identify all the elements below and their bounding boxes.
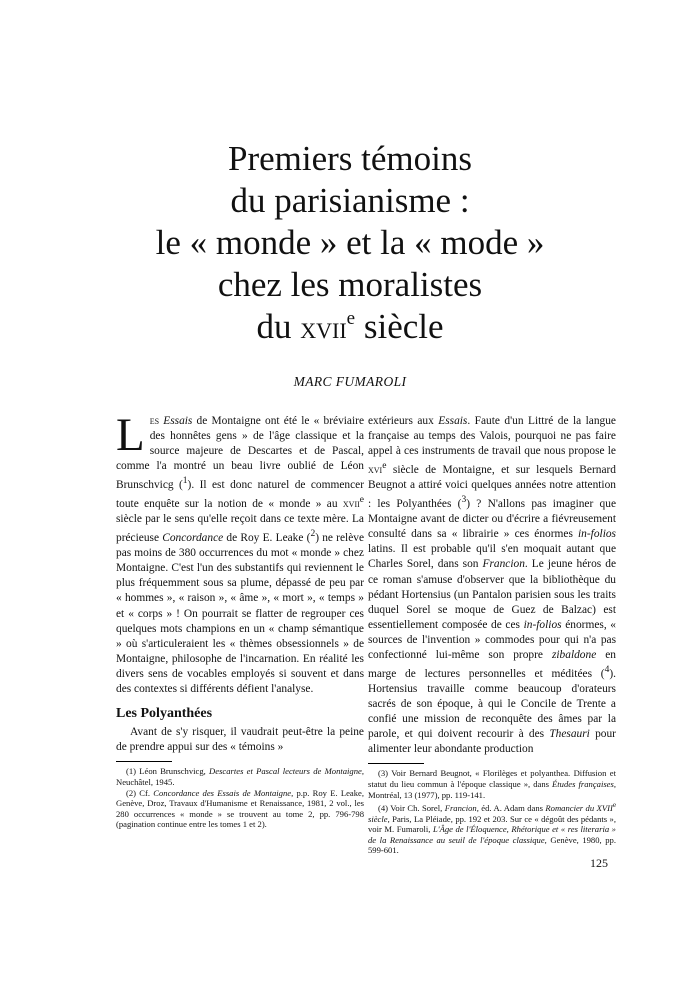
title-line-5: du xvii$^e$ siècle — [256, 307, 444, 346]
page-number: 125 — [590, 856, 608, 870]
article-title — [60, 138, 640, 348]
century-numeral: xvii — [300, 309, 347, 345]
title-line-1: Premiers témoins — [228, 139, 472, 178]
left-column — [116, 409, 365, 830]
section-heading: Les Polyanthées — [116, 706, 213, 722]
footnote-divider — [368, 763, 424, 764]
title-line-4: chez les moralistes — [217, 265, 483, 304]
drop-cap: L — [116, 409, 145, 461]
title-line-2: du parisianisme : — [230, 181, 470, 220]
body-paragraph: Les Essais de Montaigne ont été le « bréviaire des honnêtes gens » de l'âge classique et la source majeure de Descartes et de Pascal, comme l'a montré un beau livre oublié de Léon Brunschvicg ($^1$). Il est donc naturel de commencer toute enquête sur la notion de « monde » au xvii$^e$ siècle par le sens qu'elle reçoit dans ce texte mère. La précieuse Concordance de Roy E. Leake ($^2$) ne relève pas moins de 380 occurrences du mot « monde » chez Montaigne. C'est l'un des substantifs qui reviennent le plus fréquemment sous sa plume, dépassé de peu par « hommes », « raison », « âme », « mort », « temps » et « corps » ! On pourrait se flatter de regrouper ces quelques mots champions en un « champ sémantique » où s'articuleraient les « thèmes obsessionnels » de Montaigne, philosophe de l'incarnation. En réalité les divers sens de vocables employés si souvent et dans des contextes si différents défient l'analyse. — [116, 409, 365, 695]
title-line-3: le « monde » et la « mode » — [155, 223, 545, 262]
body-paragraph: extérieurs aux Essais. Faute d'un Littré de la langue française au temps des Valois, pourquoi ne pas faire appel à ces instruments de travail que nous propose le xvi$^e$ siècle de Montaigne, et sur lesquels Bernard Beugnot a attiré voici quelques années notre attention : les Polyanthées ($^3$) ? N'allons pas imaginer que Montaigne avant de dicter ou d'écrire a fiévreusement consulté dans sa « librairie » ces énormes in-folios latins. Il est probable qu'il s'en moquait autant que Charles Sorel, dans son Francion. Le jeune héros de ce roman s'amuse d'observer que la bibliothèque du pédant Hortensius (un Pantalon parisien sous les traits duquel Sorel se moque de Guez de Balzac) est essentiellement composée de ces in-folios énormes, « sources de l'invention » commodes pour qui n'a pas confectionné lui-même son propre zibaldone en marge de lectures personnelles et méditées ($^4$). Hortensius travaille comme beaucoup d'orateurs sacrés de son époque, à qui le Concile de Trente a confié une mission de reconquête des âmes par la parole, et qui doivent recourir à des Thesauri pour alimenter leur abondante production — [368, 415, 616, 756]
footnote-4: (4) Voir Ch. Sorel, Francion, éd. A. Adam dans Romancier du XVIIe siècle, Paris, La Pléiade, pp. 192 et 203. Sur ce « dégoût des pédants », voir M. Fumaroli, L'Âge de l'Éloquence, Rhétorique et « res literaria » de la Renaissance au seuil de l'époque classique, Genève, 1980, pp. 599-601. — [368, 801, 616, 856]
footnote-divider — [116, 761, 172, 762]
body-paragraph: Avant de s'y risquer, il vaudrait peut-être la peine de prendre appui sur des « témoins » — [116, 726, 364, 754]
footnote-2: (2) Cf. Concordance des Essais de Montaigne, p.p. Roy E. Leake, Genève, Droz, Travaux d'Humanisme et Renaissance, 1981, 2 vol., les 280 occurrences « monde » se trouvent au tome 2, pp. 796-798 (pagination continue entre les tomes 1 et 2). — [116, 787, 364, 830]
author-name: MARC FUMAROLI — [293, 374, 407, 389]
footnote-3: (3) Voir Bernard Beugnot, « Florilèges et polyanthea. Diffusion et statut du lieu commun à l'époque classique », dans Études françaises, Montréal, 13 (1977), pp. 119-141. — [368, 768, 616, 800]
footnote-1: (1) Léon Brunschvicg, Descartes et Pascal lecteurs de Montaigne, Neuchâtel, 1945. — [116, 766, 364, 787]
right-column — [368, 414, 616, 856]
